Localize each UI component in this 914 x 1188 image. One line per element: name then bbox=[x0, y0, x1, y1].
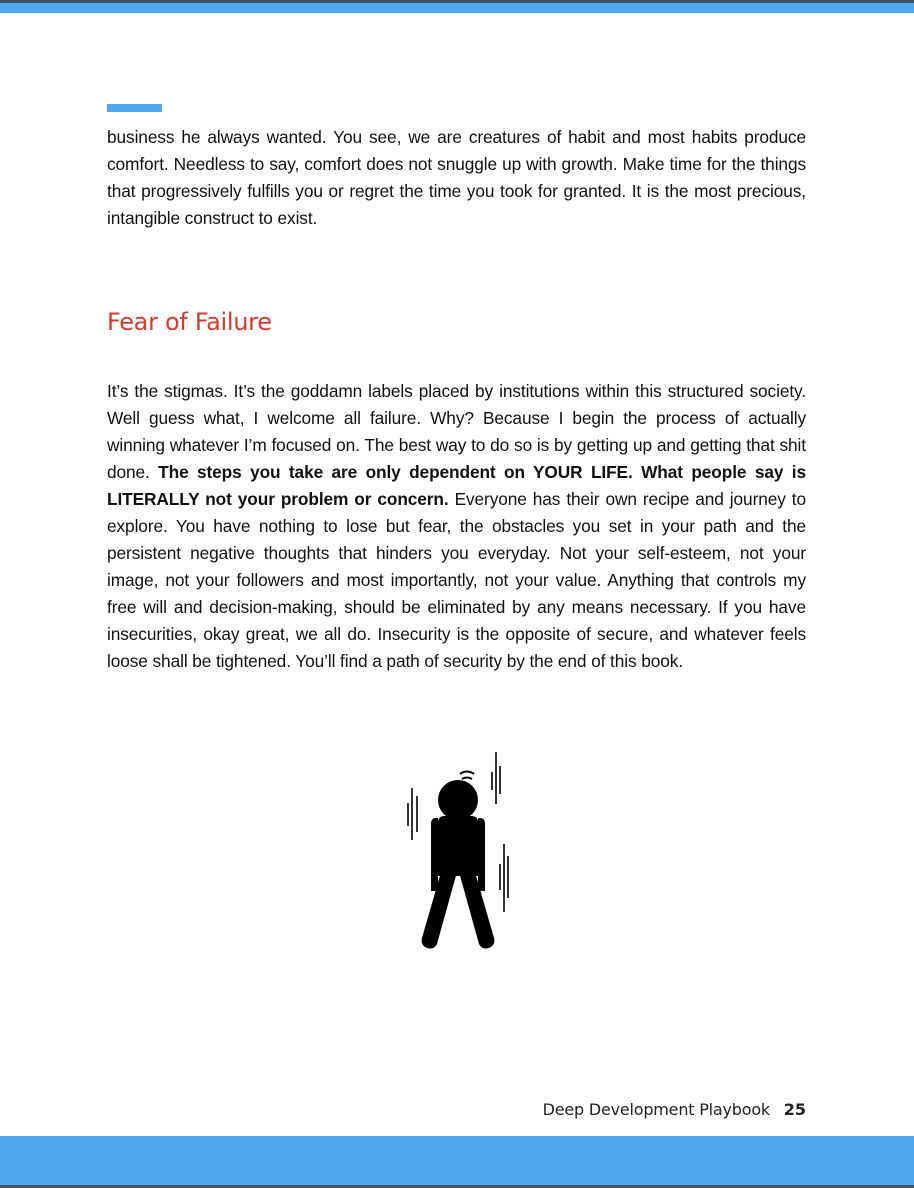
accent-dash bbox=[107, 104, 162, 112]
paragraph-bold-emphasis: The steps you take are only dependent on YOUR LIFE. What people say is LITERALLY not your problem or concern. bbox=[107, 462, 807, 509]
footer-page-number: 25 bbox=[783, 1100, 806, 1119]
paragraph-text-part-2: Everyone has their own recipe and journey to explore. You have nothing to lose but fear, the obstacles you set in your path and the persistent negative thoughts that hinders you everyday. Not your self-esteem, not your image, not your followers and most importantly, not your value. Anything that controls my free will and decision-making, should be eliminated by any means necessary. If you have insecurities, okay great, we all do. Insecurity is the opposite of secure, and whatever feels loose shall be tightened. You’ll find a path of security by the end of this book. bbox=[107, 489, 806, 671]
top-banner-bar bbox=[0, 0, 914, 13]
footer-book-title: Deep Development Playbook bbox=[542, 1100, 770, 1119]
bottom-banner-bar bbox=[0, 1136, 914, 1188]
intro-paragraph: business he always wanted. You see, we are creatures of habit and most habits produce comfort. Needless to say, comfort does not snuggle up with growth. Make time for the things that progressively fulfills you or regret the time you took for granted. It is the most precious, intangible construct to exist. bbox=[107, 127, 806, 228]
paragraph-text-part-1: It’s the stigmas. It’s the goddamn labels placed by institutions within this structured society. Well guess what, I welcome all failure. Why? Because I begin the process of actually winning whatever I’m focused on. The best way to do so is by getting up and getting that shit done. bbox=[107, 381, 806, 482]
section-heading: Fear of Failure bbox=[107, 308, 272, 336]
fear-of-failure-paragraph bbox=[107, 378, 806, 675]
dejected-person-icon bbox=[398, 748, 518, 958]
